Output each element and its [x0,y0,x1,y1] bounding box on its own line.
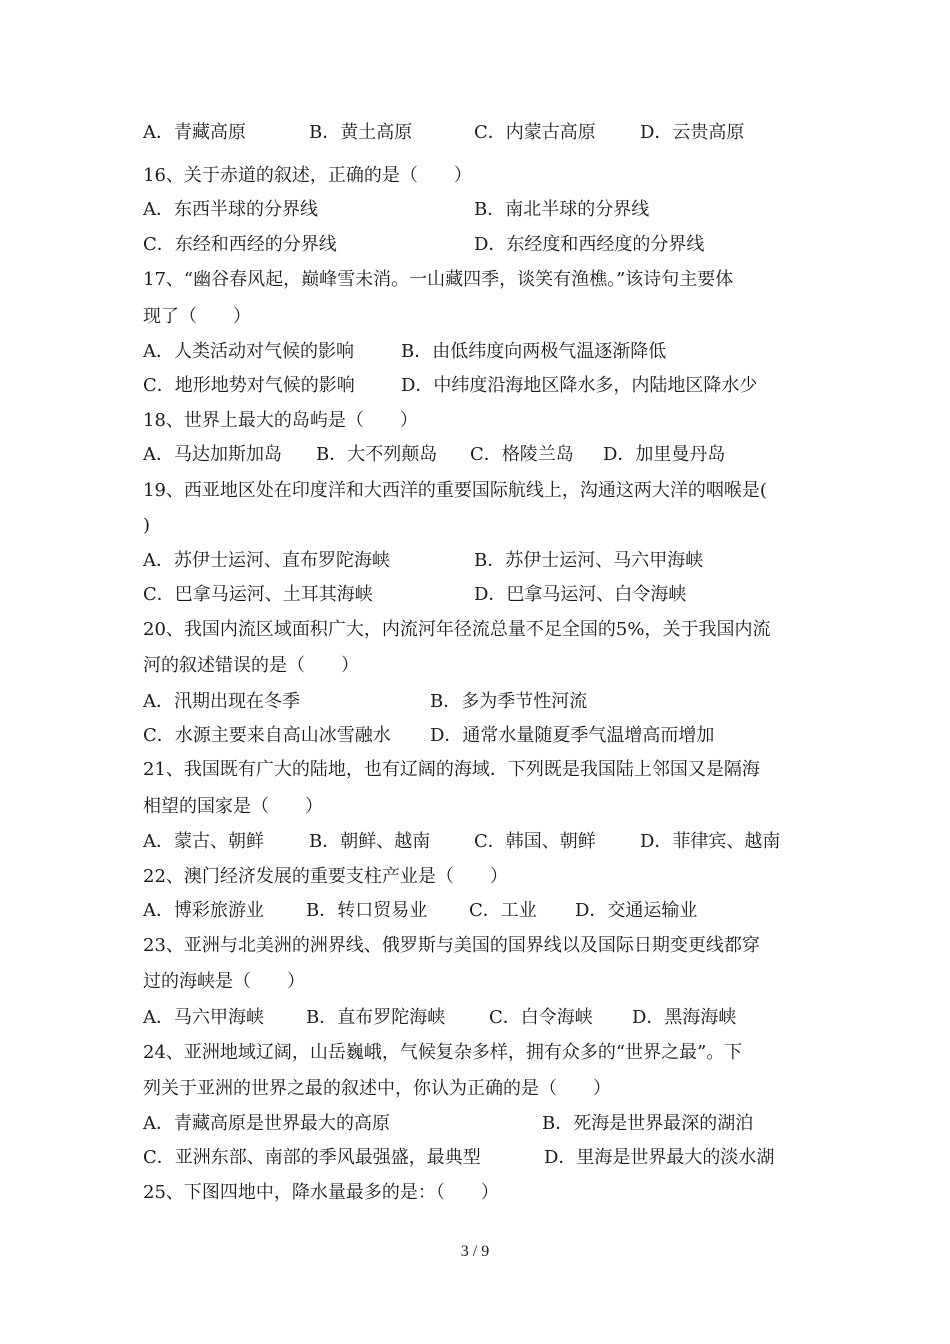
page-number: 3 / 9 [460,1243,490,1260]
option: C．亚洲东部、南部的季风最强盛，最典型 [143,1147,481,1168]
question-25-stem: 25、下图四地中，降水量最多的是：（ ） [143,1182,499,1203]
question-17-stem: 17、“幽谷春风起，巅峰雪未消。一山藏四季，谈笑有渔樵。”该诗句主要体 [143,269,734,290]
option: A．苏伊士运河、直布罗陀海峡 [143,550,390,571]
question-21-stem-cont: 相望的国家是（ ） [143,796,323,817]
option: B．转口贸易业 [306,900,428,921]
option: C．韩国、朝鲜 [474,831,596,852]
option: D．云贵高原 [640,122,745,143]
option: A．汛期出现在冬季 [143,691,300,712]
question-24-stem: 24、亚洲地域辽阔，山岳巍峨，气候复杂多样，拥有众多的“世界之最”。下 [143,1042,743,1063]
option: D．通常水量随夏季气温增高而增加 [430,725,715,746]
option: C．格陵兰岛 [470,444,574,465]
option: B．死海是世界最深的湖泊 [542,1113,754,1134]
option: A．马达加斯加岛 [143,444,282,465]
question-17-stem-cont: 现了（ ） [143,306,251,327]
option: B．南北半球的分界线 [474,199,650,220]
question-19-stem: 19、西亚地区处在印度洋和大西洋的重要国际航线上，沟通这两大洋的咽喉是( [143,480,767,501]
option: A．青藏高原 [143,122,246,143]
question-22-stem: 22、澳门经济发展的重要支柱产业是（ ） [143,866,508,887]
question-18-stem: 18、世界上最大的岛屿是（ ） [143,410,418,431]
option: A．人类活动对气候的影响 [143,341,354,362]
question-23-stem-cont: 过的海峡是（ ） [143,971,305,992]
option: B．直布罗陀海峡 [306,1007,446,1028]
option: D．黑海海峡 [632,1007,737,1028]
option: D．中纬度沿海地区降水多，内陆地区降水少 [401,375,758,396]
option: C．巴拿马运河、土耳其海峡 [143,584,373,605]
option: A．青藏高原是世界最大的高原 [143,1113,390,1134]
option: B．由低纬度向两极气温逐渐降低 [401,341,667,362]
question-21-stem: 21、我国既有广大的陆地，也有辽阔的海域．下列既是我国陆上邻国又是隔海 [143,759,760,780]
question-20-stem: 20、我国内流区域面积广大，内流河年径流总量不足全国的5%，关于我国内流 [143,619,771,640]
option: B．多为季节性河流 [430,691,588,712]
option: C．内蒙古高原 [474,122,596,143]
option: D．交通运输业 [575,900,698,921]
option: C．白令海峡 [489,1007,593,1028]
question-23-stem: 23、亚洲与北美洲的洲界线、俄罗斯与美国的国界线以及国际日期变更线都穿 [143,935,760,956]
question-24-stem-cont: 列关于亚洲的世界之最的叙述中，你认为正确的是（ ） [143,1078,611,1099]
option: B．朝鲜、越南 [309,831,431,852]
option: D．菲律宾、越南 [640,831,781,852]
option: D．东经度和西经度的分界线 [474,234,705,255]
option: A．博彩旅游业 [143,900,264,921]
option: B．苏伊士运河、马六甲海峡 [474,550,704,571]
option: C．东经和西经的分界线 [143,234,337,255]
option: A．蒙古、朝鲜 [143,831,264,852]
option: B．黄土高原 [309,122,413,143]
option: C．水源主要来自高山冰雪融水 [143,725,391,746]
question-19-stem-cont: ) [143,515,151,536]
option: B．大不列颠岛 [316,444,438,465]
option: D．加里曼丹岛 [603,444,726,465]
option: D．巴拿马运河、白令海峡 [474,584,687,605]
option: A．马六甲海峡 [143,1007,264,1028]
option: A．东西半球的分界线 [143,199,318,220]
option: D．里海是世界最大的淡水湖 [544,1147,775,1168]
option: C．地形地势对气候的影响 [143,375,355,396]
question-16-stem: 16、关于赤道的叙述，正确的是（ ） [143,165,472,186]
option: C．工业 [469,900,537,921]
question-20-stem-cont: 河的叙述错误的是（ ） [143,655,359,676]
